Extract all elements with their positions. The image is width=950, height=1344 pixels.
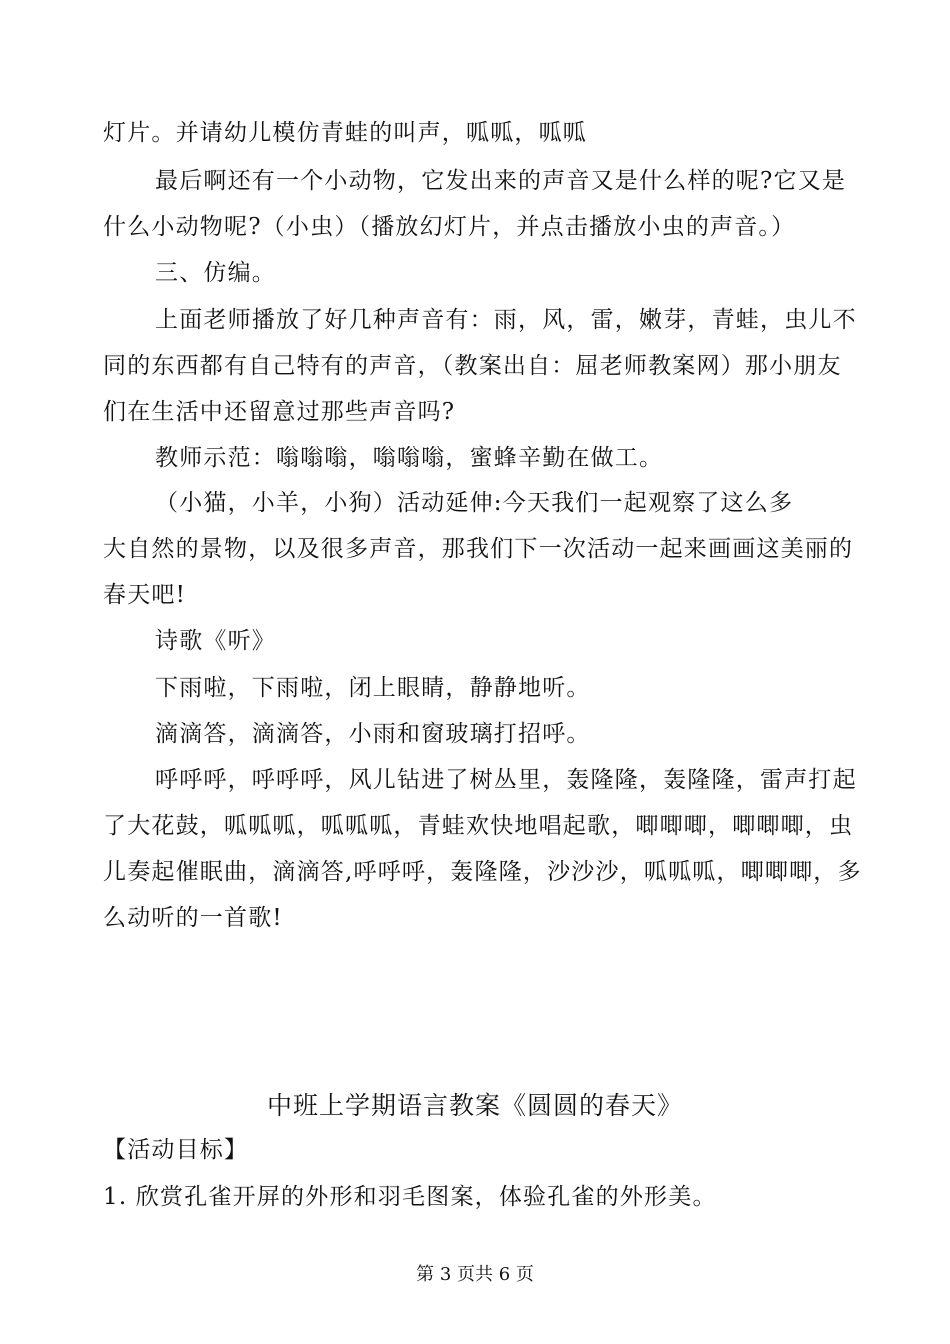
section-title: 中班上学期语言教案《圆圆的春天》 — [266, 1091, 683, 1120]
poem-line: 下雨啦，下雨啦，闭上眼睛，静静地听。 — [155, 675, 591, 701]
poem-line: 儿奏起催眠曲，滴滴答,呼呼呼，轰隆隆，沙沙沙，呱呱呱，唧唧唧，多 — [103, 859, 862, 885]
paragraph-line: 大自然的景物，以及很多声音，那我们下一次活动一起来画画这美丽的 — [103, 536, 854, 562]
page-footer: 第 3 页共 6 页 — [416, 1264, 534, 1285]
paragraph-line: （小猫，小羊，小狗）活动延伸:今天我们一起观察了这么多 — [155, 490, 794, 516]
poem-line: 滴滴答，滴滴答，小雨和窗玻璃打招呼。 — [155, 721, 591, 747]
poem-line: 么动听的一首歌! — [103, 905, 283, 931]
paragraph-line: 教师示范：嗡嗡嗡，嗡嗡嗡，蜜蜂辛勤在做工。 — [155, 445, 664, 471]
paragraph-line: 们在生活中还留意过那些声音吗? — [103, 399, 456, 425]
paragraph-line: 最后啊还有一个小动物，它发出来的声音又是什么样的呢?它又是 — [155, 168, 847, 194]
paragraph-line: 同的东西都有自己特有的声音，（教案出自：屈老师教案网）那小朋友 — [103, 353, 842, 379]
subheading: 【活动目标】 — [103, 1137, 249, 1163]
poem-line: 呼呼呼，呼呼呼，风儿钻进了树丛里，轰隆隆，轰隆隆，雷声打起 — [155, 767, 857, 793]
section-heading: 三、仿编。 — [155, 260, 276, 286]
paragraph-line: 春天吧! — [103, 582, 187, 608]
goal-item: 1. 欣赏孔雀开屏的外形和羽毛图案，体验孔雀的外形美。 — [103, 1184, 717, 1210]
poem-title: 诗歌《听》 — [155, 628, 276, 654]
paragraph-line: 灯片。并请幼儿模仿青蛙的叫声，呱呱，呱呱 — [103, 120, 587, 146]
paragraph-line: 什么小动物呢?（小虫）（播放幻灯片，并点击播放小虫的声音。） — [103, 214, 796, 240]
paragraph-line: 上面老师播放了好几种声音有：雨，风，雷，嫩芽，青蛙，虫儿不 — [155, 307, 857, 333]
poem-line: 了大花鼓，呱呱呱，呱呱呱，青蛙欢快地唱起歌，唧唧唧，唧唧唧，虫 — [103, 813, 854, 839]
